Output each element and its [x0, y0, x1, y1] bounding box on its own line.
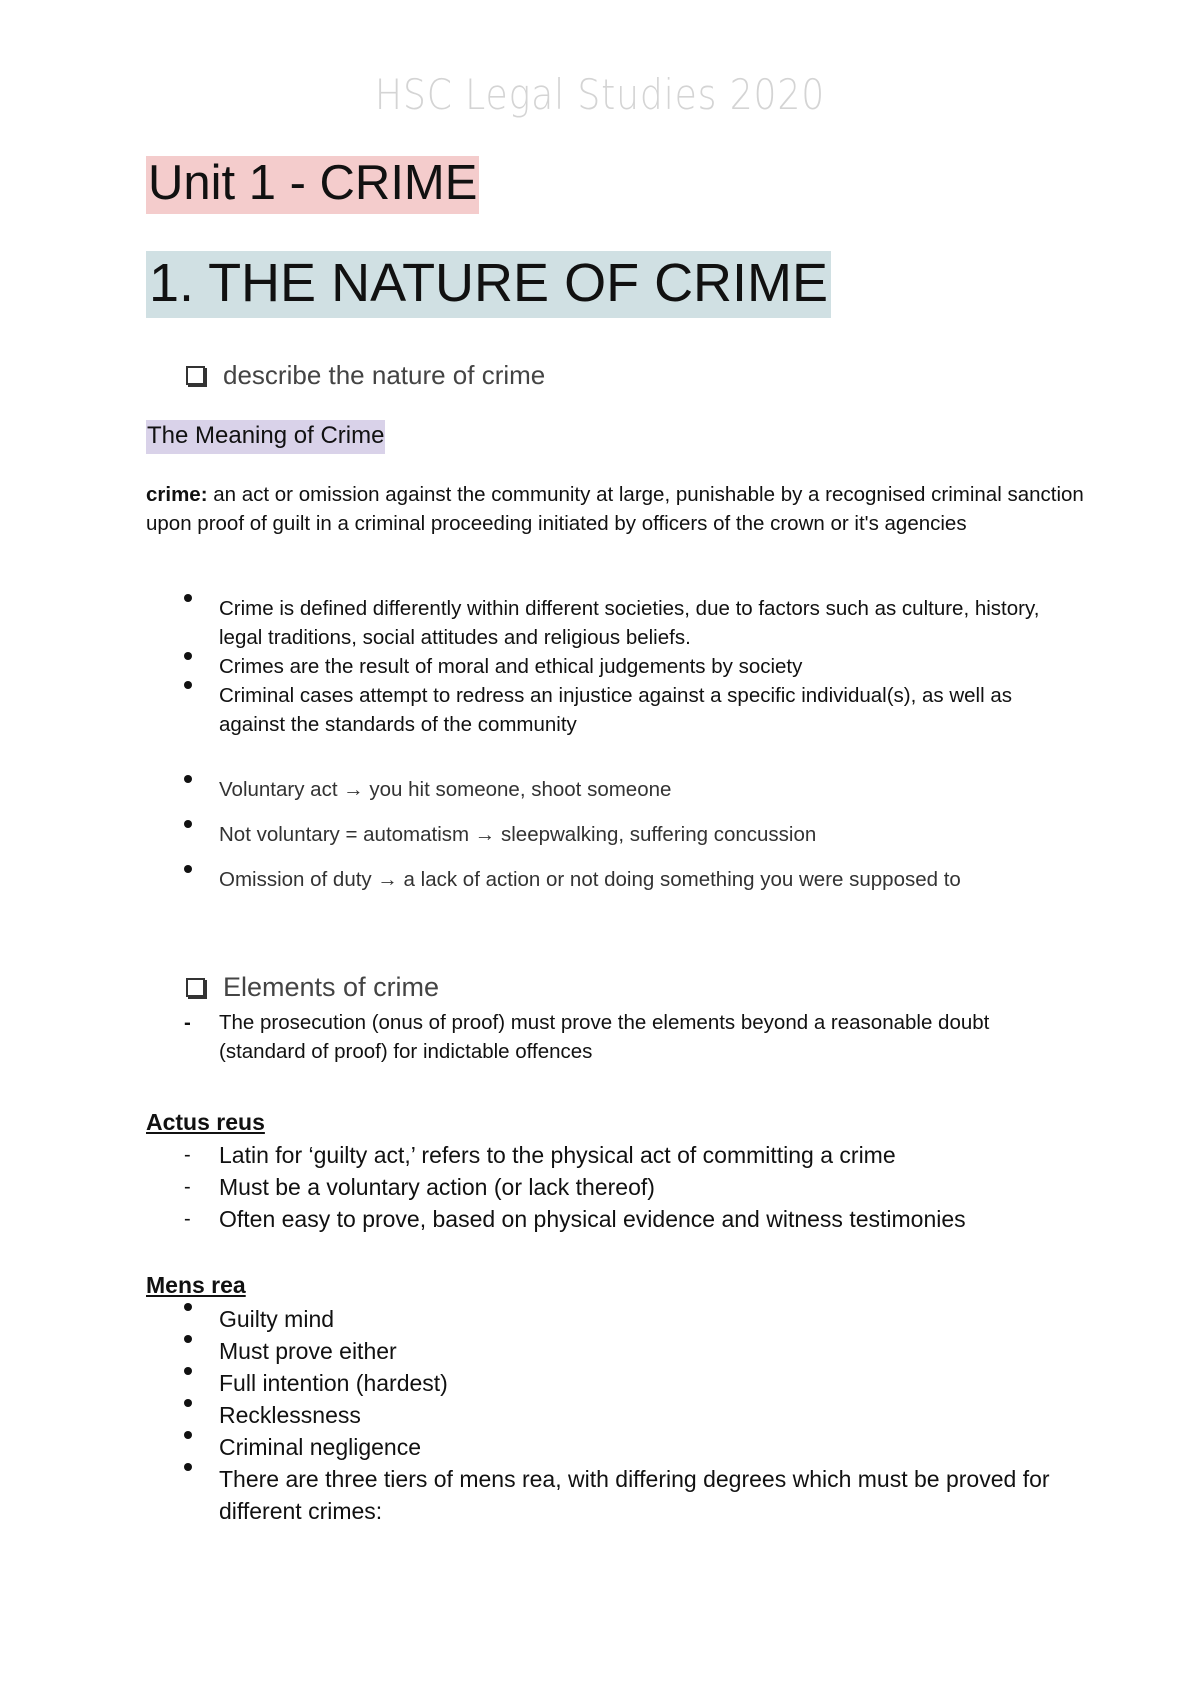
list-item [0, 1303, 1059, 1335]
list-item-text: Must be a voluntary action (or lack thereof) [219, 1174, 655, 1200]
list-item-text: Omission of duty → a lack of action or not doing something you were supposed to [219, 868, 961, 891]
list-item [0, 1008, 1059, 1066]
list-item [0, 594, 1059, 652]
list-item-text: Crimes are the result of moral and ethical judgements by society [219, 655, 803, 678]
bullet-icon [184, 820, 192, 828]
list-item-text: Often easy to prove, based on physical evidence and witness testimonies [219, 1206, 966, 1232]
list-item-text: Guilty mind [219, 1306, 335, 1332]
bullet-icon [184, 1303, 192, 1311]
list-item [0, 1463, 1059, 1527]
dash-icon: - [184, 1208, 191, 1230]
list-item [0, 1399, 1059, 1431]
bullet-icon [184, 865, 192, 873]
checkbox-icon[interactable] [186, 366, 205, 385]
bullet-icon [184, 775, 192, 783]
act-bullet-list [0, 775, 1059, 910]
mens-rea-heading: Mens rea [146, 1272, 246, 1298]
list-item-text: Criminal cases attempt to redress an injustice against a specific individual(s), as well as [219, 684, 1013, 707]
list-item [0, 1171, 1059, 1203]
dash-icon: - [184, 1011, 191, 1034]
list-item [0, 681, 1059, 739]
list-item [0, 775, 1059, 804]
bullet-icon [184, 594, 192, 602]
list-item [0, 1203, 1059, 1235]
checklist-label: describe the nature of crime [223, 360, 546, 390]
section-title: 1. THE NATURE OF CRIME [146, 251, 831, 318]
dash-icon: - [184, 1144, 191, 1166]
mens-rea-list [0, 1303, 1059, 1527]
bullet-icon [184, 1463, 192, 1471]
actus-reus-list [0, 1139, 1059, 1235]
checklist-label: Elements of crime [223, 972, 440, 1002]
list-item-text: Crime is defined differently within different societies, due to factors such as culture, history, legal traditions, social attitudes and religious beliefs. [219, 597, 1040, 649]
list-item-text: There are three tiers of mens rea, with differing degrees which must be proved for different crimes: [219, 1466, 1050, 1524]
definition-text: an act or omission against the community at large, punishable by a recognised criminal sanction upon proof of guilt in a criminal proceeding initiated by officers of the crown or it's agencies [146, 483, 1084, 535]
list-item-text: against the standards of the community [219, 713, 577, 736]
elements-note-list [0, 1008, 1059, 1066]
bullet-icon [184, 1431, 192, 1439]
bullet-icon [184, 681, 192, 689]
list-item-text: Recklessness [219, 1402, 361, 1428]
list-item [0, 1431, 1059, 1463]
crime-bullet-list [0, 594, 1059, 739]
list-item [0, 820, 1059, 849]
bullet-icon [184, 1399, 192, 1407]
actus-reus-heading: Actus reus [146, 1109, 265, 1135]
list-item-text: Not voluntary = automatism → sleepwalking, suffering concussion [219, 823, 817, 846]
dash-icon: - [184, 1176, 191, 1198]
definition-term: crime: [146, 483, 208, 506]
list-item-text: Criminal negligence [219, 1434, 421, 1460]
checklist-item [186, 360, 545, 391]
bullet-icon [184, 652, 192, 660]
document-header: HSC Legal Studies 2020 [374, 70, 826, 119]
list-item [0, 652, 1059, 681]
list-item [0, 1139, 1059, 1171]
list-item [0, 1335, 1059, 1367]
list-item-text: Full intention (hardest) [219, 1370, 448, 1396]
list-item-text: Latin for ‘guilty act,’ refers to the physical act of committing a crime [219, 1142, 896, 1168]
list-item [0, 865, 1059, 894]
list-item-text: The prosecution (onus of proof) must prove the elements beyond a reasonable doubt (standard of proof) for indictable offences [219, 1011, 990, 1063]
list-item-text: Must prove either [219, 1338, 397, 1364]
bullet-icon [184, 1367, 192, 1375]
meaning-heading: The Meaning of Crime [146, 420, 385, 454]
checkbox-icon[interactable] [186, 978, 205, 997]
list-item-text: Voluntary act → you hit someone, shoot someone [219, 778, 672, 801]
unit-title: Unit 1 - CRIME [146, 156, 479, 214]
crime-definition [146, 480, 1086, 538]
bullet-icon [184, 1335, 192, 1343]
list-item [0, 1367, 1059, 1399]
checklist-item [186, 972, 439, 1003]
